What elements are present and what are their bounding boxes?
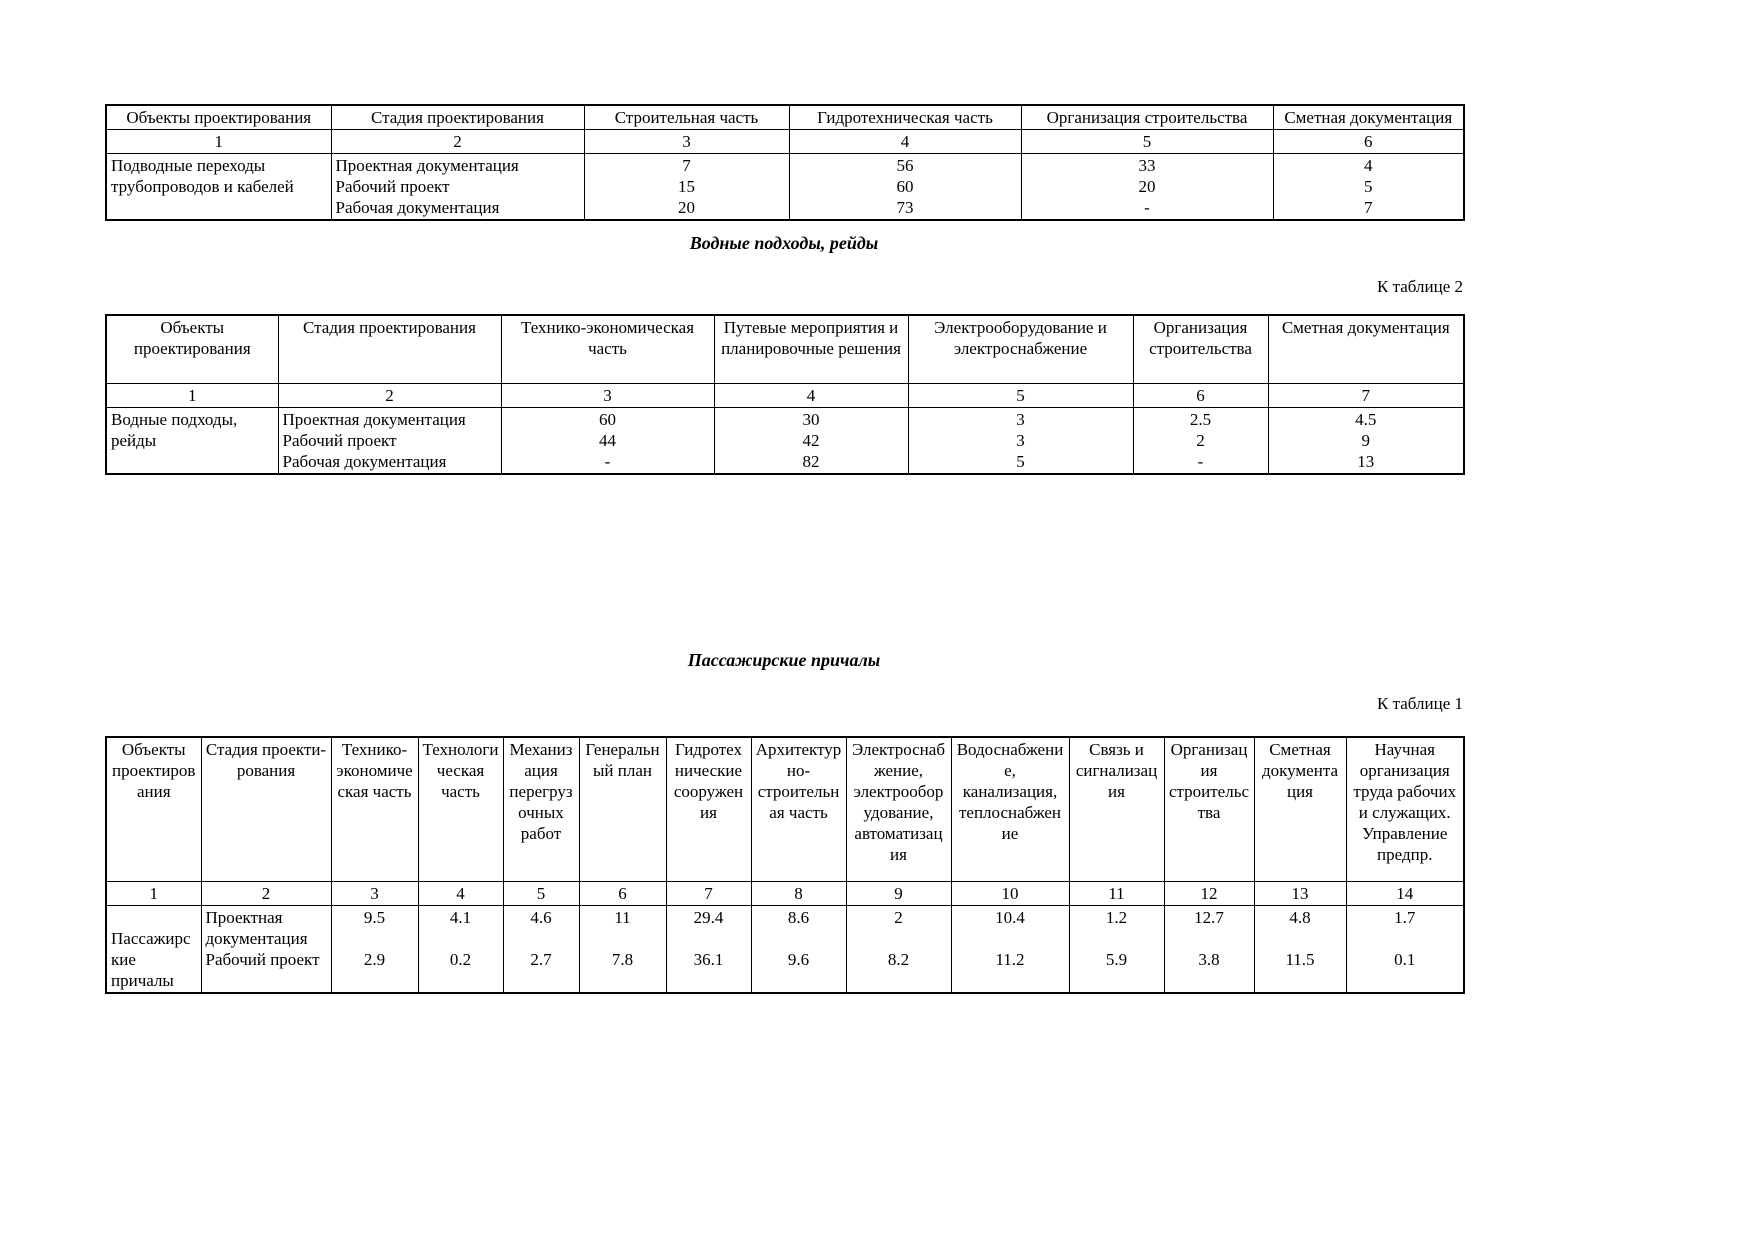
t2-col-number: 1 bbox=[106, 383, 278, 407]
t3-value: 0.2 bbox=[449, 949, 472, 969]
t3-value-cell bbox=[1346, 905, 1464, 993]
t2-value: 13 bbox=[1357, 451, 1375, 471]
t3-value-cell bbox=[846, 905, 951, 993]
t3-col-number: 9 bbox=[846, 881, 951, 905]
t3-col-number: 11 bbox=[1069, 881, 1164, 905]
t2-header-estimate: Сметная документация bbox=[1268, 315, 1464, 383]
t3-value: 11 bbox=[614, 907, 631, 927]
t2-header-route-measures: Путевые мероприятия и планировочные решения bbox=[714, 315, 908, 383]
t3-header-hydrotechnical: Гидротехнические сооружения bbox=[666, 737, 751, 881]
t3-value: 5.9 bbox=[1105, 949, 1128, 969]
t3-header-labor-organization: Научная организация труда рабочих и служащих. Управление предпр. bbox=[1346, 737, 1464, 881]
t2-col-number: 2 bbox=[278, 383, 501, 407]
t3-value-cell bbox=[418, 905, 503, 993]
t2-value-cell bbox=[501, 407, 714, 474]
t2-value: 5 bbox=[1016, 451, 1025, 471]
t1-value: 60 bbox=[896, 177, 914, 196]
t3-value: 9.5 bbox=[363, 907, 386, 927]
t2-header-stage: Стадия проектирования bbox=[278, 315, 501, 383]
t2-stage-line: Рабочая документация bbox=[282, 451, 447, 471]
t3-value: 1.7 bbox=[1394, 907, 1416, 927]
t1-value: 4 bbox=[1364, 156, 1373, 175]
t3-number-row bbox=[106, 881, 1464, 905]
t3-value-cell bbox=[331, 905, 418, 993]
t1-value: - bbox=[1144, 198, 1150, 217]
t2-value: 9 bbox=[1361, 430, 1370, 450]
t2-value: - bbox=[1197, 451, 1204, 471]
t2-col-number: 3 bbox=[501, 383, 714, 407]
t2-header-technical-economic: Технико-экономическая часть bbox=[501, 315, 714, 383]
t3-col-number: 2 bbox=[201, 881, 331, 905]
t3-col-number: 6 bbox=[579, 881, 666, 905]
t2-value: 3 bbox=[1016, 430, 1025, 450]
t1-value-cell bbox=[584, 154, 789, 221]
t3-col-number: 3 bbox=[331, 881, 418, 905]
t1-stage-line: Рабочая документация bbox=[335, 198, 500, 217]
t3-value: 1.2 bbox=[1105, 907, 1128, 927]
t3-col-number: 12 bbox=[1164, 881, 1254, 905]
t1-number-row bbox=[106, 130, 1464, 154]
t1-value: 7 bbox=[682, 156, 691, 175]
t3-value: 7.8 bbox=[611, 949, 634, 969]
t1-value: 15 bbox=[678, 177, 695, 196]
t2-value: 2.5 bbox=[1189, 409, 1212, 429]
t3-col-number: 7 bbox=[666, 881, 751, 905]
t2-value: 82 bbox=[802, 451, 820, 471]
t1-stage-line: Рабочий проект bbox=[335, 177, 450, 196]
t1-header-objects: Объекты проектирования bbox=[106, 105, 331, 130]
t2-stage-line: Рабочий проект bbox=[282, 430, 397, 450]
t1-data-row bbox=[106, 154, 1464, 221]
t3-value: 4.1 bbox=[449, 907, 472, 927]
t3-value: 2.9 bbox=[363, 949, 386, 969]
t3-col-number: 10 bbox=[951, 881, 1069, 905]
t1-value: 5 bbox=[1364, 177, 1373, 196]
t3-value-cell bbox=[951, 905, 1069, 993]
t3-object-label: Пассажирские причалы bbox=[111, 928, 191, 990]
t1-col-number: 4 bbox=[789, 130, 1021, 154]
t3-value: 36.1 bbox=[693, 949, 724, 969]
table-passenger-berths bbox=[105, 736, 1465, 994]
t1-header-construction: Строительная часть bbox=[584, 105, 789, 130]
t1-value: 7 bbox=[1364, 198, 1373, 217]
t3-object-cell bbox=[106, 905, 201, 993]
t3-value-cell bbox=[666, 905, 751, 993]
t3-col-number: 1 bbox=[106, 881, 201, 905]
t2-header-organization: Организация строительства bbox=[1133, 315, 1268, 383]
t2-header-electrical: Электрооборудование и электроснабжение bbox=[908, 315, 1133, 383]
t1-stage-line: Проектная документация bbox=[335, 156, 519, 175]
table-water-approaches bbox=[105, 314, 1465, 475]
t1-header-row bbox=[106, 105, 1464, 130]
t2-col-number: 4 bbox=[714, 383, 908, 407]
t3-value-cell bbox=[1164, 905, 1254, 993]
t2-stage-line: Проектная документация bbox=[282, 409, 466, 429]
t1-value: 73 bbox=[896, 198, 914, 217]
t1-value-cell bbox=[1021, 154, 1273, 221]
t3-value: 9.6 bbox=[787, 949, 810, 969]
t2-col-number: 7 bbox=[1268, 383, 1464, 407]
t3-col-number: 14 bbox=[1346, 881, 1464, 905]
t2-value: 2 bbox=[1196, 430, 1205, 450]
t1-stage-cell bbox=[331, 154, 584, 221]
t3-value: 4.8 bbox=[1289, 907, 1311, 927]
t3-header-water-supply: Водоснабжение, канализация, теплоснабжение bbox=[951, 737, 1069, 881]
t3-header-row bbox=[106, 737, 1464, 881]
t3-value: 10.4 bbox=[995, 907, 1025, 927]
t3-value-cell bbox=[751, 905, 846, 993]
t2-value: 4.5 bbox=[1355, 409, 1377, 429]
t2-col-number: 6 bbox=[1133, 383, 1268, 407]
t2-value: 44 bbox=[599, 430, 616, 450]
t1-col-number: 5 bbox=[1021, 130, 1273, 154]
t2-value: 42 bbox=[802, 430, 820, 450]
t3-header-technological: Технологическая часть bbox=[418, 737, 503, 881]
t3-header-general-plan: Генеральный план bbox=[579, 737, 666, 881]
t2-object-cell bbox=[106, 407, 278, 474]
t3-header-architectural: Архитектурно-строительная часть bbox=[751, 737, 846, 881]
t1-col-number: 1 bbox=[106, 130, 331, 154]
t1-header-stage: Стадия проектирования bbox=[331, 105, 584, 130]
t2-value-cell bbox=[1133, 407, 1268, 474]
table-underwater-crossings bbox=[105, 104, 1465, 221]
t2-number-row bbox=[106, 383, 1464, 407]
t3-value-cell bbox=[579, 905, 666, 993]
t3-value: 12.7 bbox=[1194, 907, 1224, 927]
t3-col-number: 4 bbox=[418, 881, 503, 905]
t2-value: - bbox=[604, 451, 611, 471]
t2-col-number: 5 bbox=[908, 383, 1133, 407]
t1-value-cell bbox=[1273, 154, 1464, 221]
section-title-passenger-berths: Пассажирские причалы bbox=[687, 650, 881, 670]
t3-value: 8.6 bbox=[787, 907, 810, 927]
t1-header-organization: Организация строительства bbox=[1021, 105, 1273, 130]
t3-col-number: 5 bbox=[503, 881, 579, 905]
t2-object-label: Водные подходы, рейды bbox=[111, 409, 238, 450]
t3-value: 2.7 bbox=[530, 949, 552, 969]
t3-header-estimate: Сметная документация bbox=[1254, 737, 1346, 881]
section-title-water-approaches: Водные подходы, рейды bbox=[689, 233, 879, 253]
t1-value: 56 bbox=[896, 156, 914, 175]
t3-value: 2 bbox=[894, 907, 903, 927]
t3-header-power-supply: Электроснабжение, электрооборудование, автоматизация bbox=[846, 737, 951, 881]
t3-header-stage: Стадия проекти-рования bbox=[201, 737, 331, 881]
t1-object-cell bbox=[106, 154, 331, 221]
t2-value-cell bbox=[1268, 407, 1464, 474]
t3-header-objects: Объекты проектирования bbox=[106, 737, 201, 881]
t3-stage-line: Рабочий проект bbox=[205, 949, 320, 969]
t3-value: 11.5 bbox=[1285, 949, 1315, 969]
t3-header-communication: Связь и сигнализация bbox=[1069, 737, 1164, 881]
t3-header-mechanization: Механизация перегрузочных работ bbox=[503, 737, 579, 881]
t1-value-cell bbox=[789, 154, 1021, 221]
t1-col-number: 2 bbox=[331, 130, 584, 154]
t3-value: 3.8 bbox=[1198, 949, 1220, 969]
t1-value: 33 bbox=[1138, 156, 1156, 175]
t1-value: 20 bbox=[678, 198, 695, 217]
t2-value-cell bbox=[714, 407, 908, 474]
t3-value: 29.4 bbox=[693, 907, 724, 927]
t2-stage-cell bbox=[278, 407, 501, 474]
table-ref-1: К таблице 1 bbox=[1377, 694, 1463, 713]
t3-stage-cell bbox=[201, 905, 331, 993]
t2-value-cell bbox=[908, 407, 1133, 474]
t3-value-cell bbox=[1254, 905, 1346, 993]
t2-header-objects: Объекты проектирования bbox=[106, 315, 278, 383]
t2-value: 30 bbox=[802, 409, 820, 429]
t1-header-estimate: Сметная документация bbox=[1273, 105, 1464, 130]
t3-stage-line: Проектная документация bbox=[205, 907, 308, 948]
t1-header-hydrotechnical: Гидротехническая часть bbox=[789, 105, 1021, 130]
t3-value: 0.1 bbox=[1394, 949, 1416, 969]
t3-value-cell bbox=[503, 905, 579, 993]
t1-object-label: Подводные переходы трубопроводов и кабелей bbox=[111, 156, 294, 196]
t1-col-number: 6 bbox=[1273, 130, 1464, 154]
t3-col-number: 8 bbox=[751, 881, 846, 905]
t3-value-cell bbox=[1069, 905, 1164, 993]
table-ref-2: К таблице 2 bbox=[1377, 277, 1463, 296]
t2-data-row bbox=[106, 407, 1464, 474]
t3-data-row bbox=[106, 905, 1464, 993]
t3-value: 11.2 bbox=[995, 949, 1025, 969]
t3-value: 4.6 bbox=[530, 907, 552, 927]
t2-value: 60 bbox=[599, 409, 616, 429]
t1-value: 20 bbox=[1138, 177, 1156, 196]
t3-header-technical-economic: Технико-экономическая часть bbox=[331, 737, 418, 881]
t3-value: 8.2 bbox=[887, 949, 910, 969]
t2-header-row bbox=[106, 315, 1464, 383]
t3-header-organization: Организация строительства bbox=[1164, 737, 1254, 881]
t1-col-number: 3 bbox=[584, 130, 789, 154]
t3-col-number: 13 bbox=[1254, 881, 1346, 905]
t2-value: 3 bbox=[1016, 409, 1025, 429]
